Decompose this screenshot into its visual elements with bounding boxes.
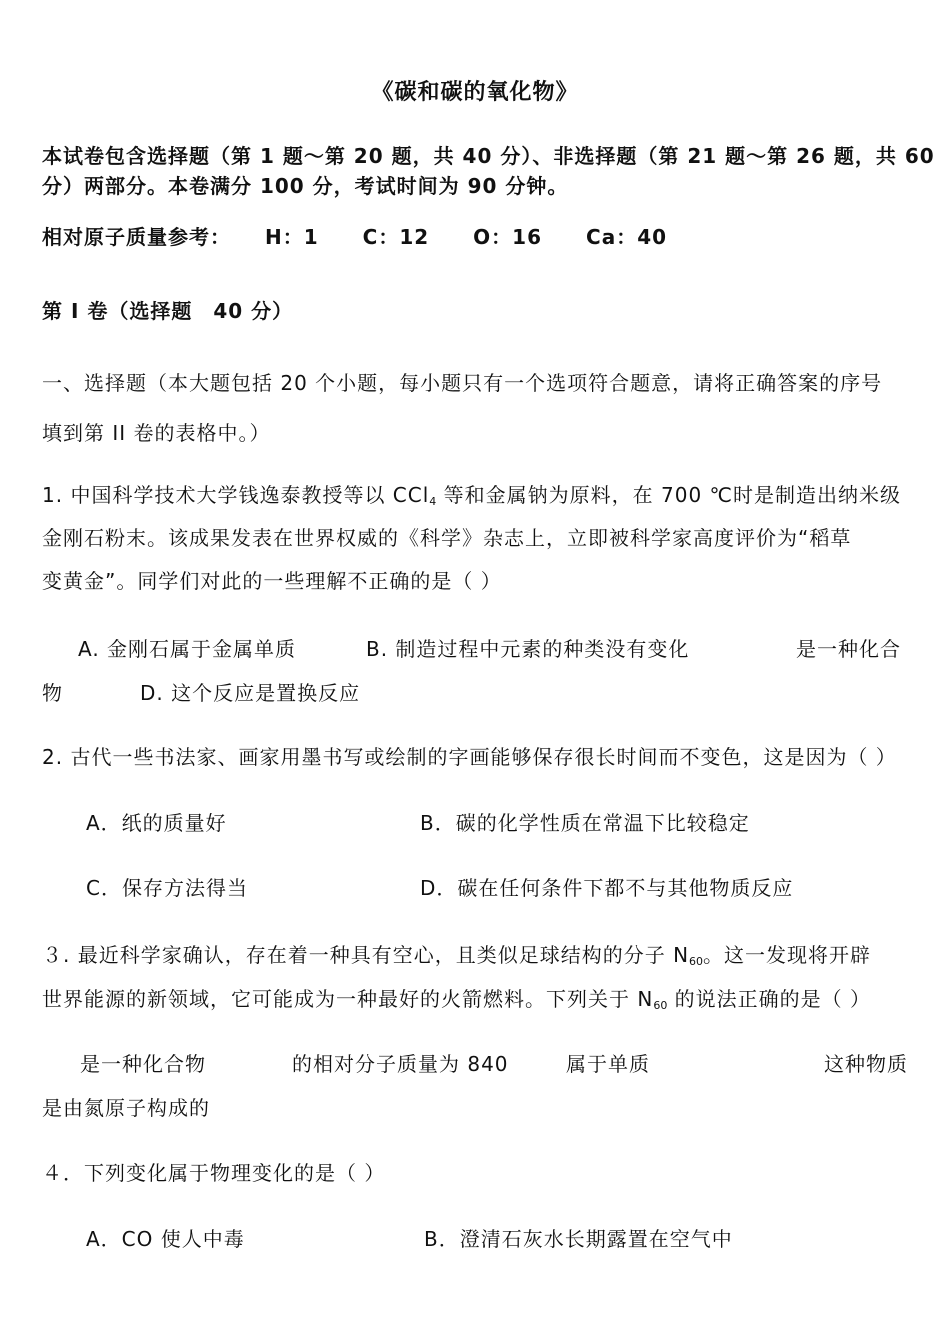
question-1-subscript: 4 [429,495,437,508]
question-2-option-a: A．纸的质量好 [86,811,227,835]
question-4-option-a: A．CO 使人中毒 [86,1227,245,1251]
question-3-line-2 [42,986,871,1019]
question-1-line-1 [42,482,901,515]
question-4-option-b: B．澄清石灰水长期露置在空气中 [424,1227,733,1251]
question-3-text-c: 世界能源的新领域，它可能成为一种最好的火箭燃料。下列关于 N [42,987,654,1011]
question-1-line-3: 变黄金”。同学们对此的一些理解不正确的是（ ） [42,569,502,593]
atomic-mass-c: C：12 [362,225,430,249]
atomic-mass-label: 相对原子质量参考： [42,225,231,249]
atomic-mass-ca: Ca：40 [586,225,668,249]
question-3-text-a: ３. 最近科学家确认，存在着一种具有空心，且类似足球结构的分子 N [42,943,690,967]
question-3-subscript-2: 60 [653,999,668,1012]
question-1-option-d: D. 这个反应是置换反应 [140,681,361,705]
question-1-line-2: 金刚石粉末。该成果发表在世界权威的《科学》杂志上，立即被科学家高度评价为“稻草 [42,526,852,550]
part1-heading: 第 I 卷（选择题 40 分） [42,299,294,323]
question-3-option-d-continued: 是由氮原子构成的 [42,1096,210,1120]
question-1-option-b: B. 制造过程中元素的种类没有变化 [366,637,690,661]
question-3-subscript-1: 60 [689,955,704,968]
question-3-option-b: 的相对分子质量为 840 [292,1052,509,1076]
question-2-stem: 2. 古代一些书法家、画家用墨书写或绘制的字画能够保存很长时间而不变色，这是因为（ ） [42,745,897,769]
question-2-option-d: D．碳在任何条件下都不与其他物质反应 [420,876,794,900]
intro-line-1: 本试卷包含选择题（第 1 题～第 20 题，共 40 分）、非选择题（第 21 题～第 26 题，共 60 [42,144,935,168]
atomic-mass-o: O：16 [473,225,543,249]
intro-line-2: 分）两部分。本卷满分 100 分，考试时间为 90 分钟。 [42,174,569,198]
question-1-text-a: 1. 中国科学技术大学钱逸泰教授等以 CCl [42,483,430,507]
question-3-option-a: 是一种化合物 [80,1052,206,1076]
question-3-text-d: 的说法正确的是（ ） [667,987,872,1011]
question-2-option-c: C．保存方法得当 [86,876,248,900]
question-2-option-b: B．碳的化学性质在常温下比较稳定 [420,811,750,835]
question-1-option-c: 是一种化合 [796,637,901,661]
question-3-line-1 [42,942,871,975]
section1-instruction-line-1: 一、选择题（本大题包括 20 个小题，每小题只有一个选项符合题意，请将正确答案的序号 [42,371,883,395]
question-3-option-c: 属于单质 [566,1052,650,1076]
question-3-option-d: 这种物质 [824,1052,908,1076]
question-1-text-b: 等和金属钠为原料，在 700 ℃时是制造出纳米级 [436,483,902,507]
question-1-option-a: A. 金刚石属于金属单质 [78,637,297,661]
atomic-mass-reference [42,224,667,250]
atomic-mass-h: H：1 [265,225,319,249]
question-1-option-c-continued: 物 [42,681,63,705]
question-4-stem: ４．下列变化属于物理变化的是（ ） [42,1161,386,1185]
question-3-text-b: 。这一发现将开辟 [703,943,872,967]
page-title: 《碳和碳的氧化物》 [371,80,579,105]
section1-instruction-line-2: 填到第 II 卷的表格中。） [42,421,271,445]
